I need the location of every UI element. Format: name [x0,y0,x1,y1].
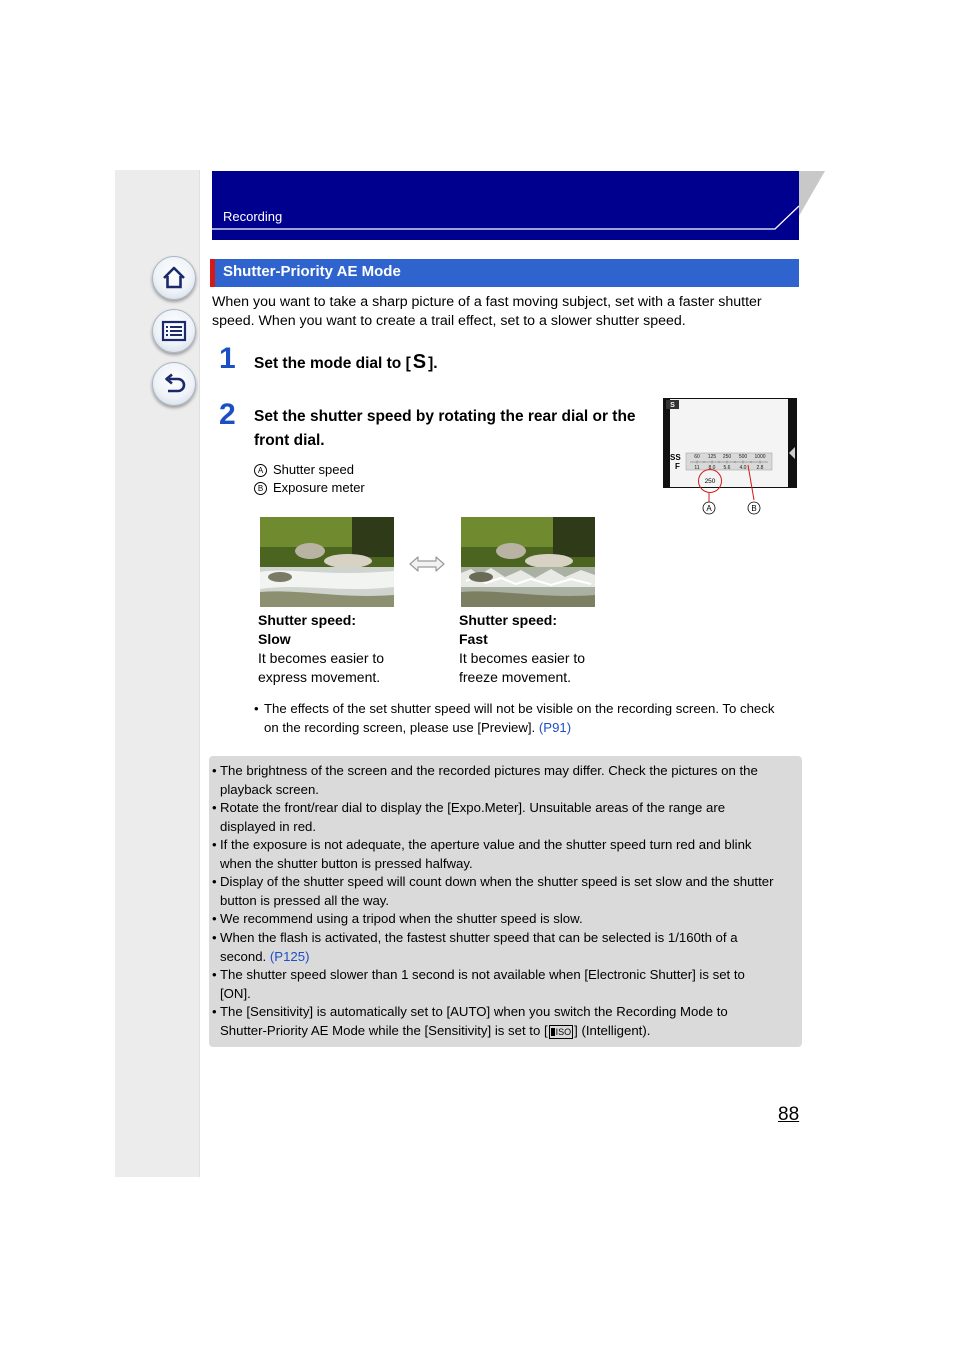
preview-note: • The effects of the set shutter speed will not be visible on the recording screen. To check on the recording screen, please use [Preview]. (P91) [254,699,802,737]
marker-a-icon: A [254,464,267,477]
ss-tick: 125 [707,454,717,460]
caption-fast-desc-1: It becomes easier to [459,650,586,666]
note-4-line-2: button is pressed all the way. [220,892,390,908]
legend-label-a: Shutter speed [273,462,354,477]
ss-tick: 60 [694,454,700,460]
mode-s-icon: S [412,351,427,373]
current-shutter-value: 250 [704,478,716,485]
contents-button[interactable] [152,309,196,353]
note-8-line-1: The [Sensitivity] is automatically set to [AUTO] when you switch the Recording Mode to [220,1004,728,1019]
note-8-line-2a: Shutter-Priority AE Mode while the [Sensitivity] is set to [ [220,1022,548,1038]
back-button[interactable] [152,362,196,406]
preview-note-line-2: on the recording screen, please use [Preview]. [264,720,536,735]
photo-fast-shutter [461,517,595,607]
page-number[interactable]: 88 [778,1104,800,1125]
note-item: • We recommend using a tripod when the shutter speed is slow. [212,910,800,929]
step-2-text: Set the shutter speed by rotating the rear dial or the front dial. [254,408,636,449]
f-tick: 5.6 [723,465,731,471]
caption-fast-desc-2: freeze movement. [459,669,572,685]
screen-mode-label: S [670,402,675,409]
f-tick: 8.0 [708,465,716,471]
caption-slow-title: Shutter speed: [258,612,357,628]
home-icon [161,265,187,291]
note-item: • The [Sensitivity] is automatically set to [AUTO] when you switch the Recording Mode to Shutter-Priority AE Mode while the [Sensitivity] is set to [ ISO ] (Intelligent). [212,1003,800,1040]
f-tick: 4.0 [739,465,747,471]
step-1-prefix: Set the mode dial to [ [254,355,411,372]
note-item: • When the flash is activated, the fastest shutter speed that can be selected is 1/160th of a second. (P125) [212,929,800,966]
header-decoration [212,171,825,240]
note-5-line-1: We recommend using a tripod when the shutter speed is slow. [220,911,583,926]
callout-b: B [751,504,757,513]
link-p125[interactable]: (P125) [269,948,310,964]
screen-ss-label: SS [670,453,681,462]
intro-paragraph: When you want to take a sharp picture of a fast moving subject, set with a faster shutter speed. When you want to create a trail effect, set to a slower shutter speed. [212,294,762,329]
ss-tick: 1000 [754,454,766,460]
caption-slow-desc-1: It becomes easier to [258,650,385,666]
caption-slow-desc-2: express movement. [258,669,381,685]
legend-item-b [254,480,365,495]
callout-a: A [706,504,712,513]
ss-tick: 250 [722,454,732,460]
step-1-number: 1 [219,342,236,375]
note-item: • If the exposure is not adequate, the aperture value and the shutter speed turn red and blink when the shutter button is pressed halfway. [212,836,800,873]
camera-screen-illustration [660,396,800,521]
legend-item-a [254,462,354,477]
caption-fast-value: Fast [459,631,488,647]
home-button[interactable] [152,256,196,300]
step-1-suffix: ]. [428,355,438,372]
step-2-number: 2 [219,398,236,431]
note-3-line-2: when the shutter button is pressed halfway. [220,855,473,871]
note-7-line-2: [ON]. [220,985,251,1001]
note-item: • The shutter speed slower than 1 second is not available when [Electronic Shutter] is set to [ON]. [212,966,800,1003]
preview-note-line-1: The effects of the set shutter speed will not be visible on the recording screen. To check [264,701,775,716]
step-1-text [254,350,438,376]
note-1-line-2: playback screen. [220,781,319,797]
breadcrumb: Recording [223,209,283,224]
intelligent-iso-icon: ISO [549,1025,574,1039]
double-arrow-icon [408,555,446,573]
section-title: Shutter-Priority AE Mode [223,263,401,280]
note-6-line-2: second. [220,948,267,964]
note-3-line-1: If the exposure is not adequate, the aperture value and the shutter speed turn red and blink [220,837,752,852]
note-8-line-2b: ] (Intelligent). [574,1022,651,1038]
caption-slow-value: Slow [258,631,291,647]
note-7-line-1: The shutter speed slower than 1 second is not available when [Electronic Shutter] is set to [220,967,745,982]
link-p91[interactable]: (P91) [538,720,572,735]
note-2-line-1: Rotate the front/rear dial to display the [Expo.Meter]. Unsuitable areas of the range are [220,800,726,815]
screen-f-label: F [675,462,680,471]
marker-b-icon: B [254,482,267,495]
f-tick: 11 [694,465,700,471]
photo-slow-shutter [260,517,394,607]
caption-fast-title: Shutter speed: [459,612,558,628]
list-icon [161,318,187,344]
note-2-line-2: displayed in red. [220,818,317,834]
legend-label-b: Exposure meter [273,480,365,495]
note-item: • The brightness of the screen and the recorded pictures may differ. Check the pictures on the playback screen. [212,762,800,799]
note-1-line-1: The brightness of the screen and the recorded pictures may differ. Check the pictures on the [220,763,758,778]
f-tick: 2.8 [756,465,764,471]
note-item: • Display of the shutter speed will count down when the shutter speed is set slow and the shutter button is pressed all the way. [212,873,800,910]
note-4-line-1: Display of the shutter speed will count down when the shutter speed is set slow and the shutter [220,874,774,889]
ss-tick: 500 [738,454,748,460]
caption-slow [258,611,448,687]
note-item: • Rotate the front/rear dial to display the [Expo.Meter]. Unsuitable areas of the range are displayed in red. [212,799,800,836]
back-icon [161,371,187,397]
note-6-line-1: When the flash is activated, the fastest shutter speed that can be selected is 1/160th of a [220,930,738,945]
caption-fast [459,611,649,687]
